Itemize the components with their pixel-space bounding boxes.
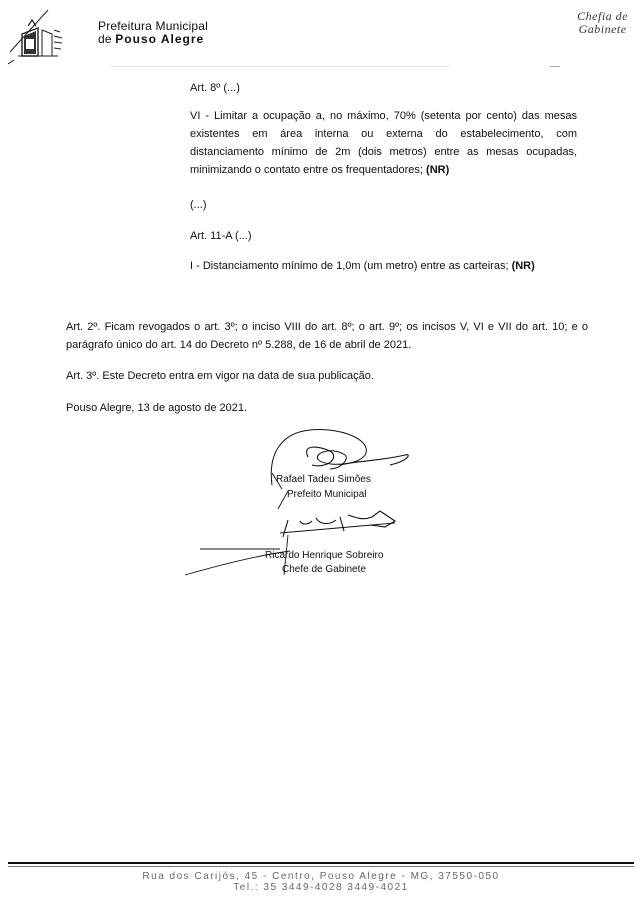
municipal-crest-icon <box>8 6 74 66</box>
header-rule <box>110 66 450 67</box>
header-dash <box>550 66 560 67</box>
department-name <box>577 10 628 36</box>
signer-2-name: Ricardo Henrique Sobreiro <box>265 550 384 561</box>
nr-tag-1: (NR) <box>426 164 450 176</box>
date-line: Pouso Alegre, 13 de agosto de 2021. <box>66 402 248 414</box>
footer-rule-thick <box>8 862 634 864</box>
art11a-item-i-text: I - Distanciamento mínimo de 1,0m (um metro) entre as carteiras; <box>190 260 512 272</box>
nr-tag-2: (NR) <box>511 260 535 272</box>
issuer-line-2-prefix: de <box>98 32 116 46</box>
footer-phone: Tel.: 35 3449-4028 3449-4021 <box>233 882 409 893</box>
footer-rule-thin <box>8 866 634 867</box>
department-line-2: Gabinete <box>578 22 627 36</box>
art8-item-vi-text: VI - Limitar a ocupação a, no máximo, 70% (setenta por cento) das mesas existentes em área interna ou externa do estabelecimento, com distanciamento mínimo de 2m (dois metros) entre as mesas ocupadas, minimizando o contato entre os frequentadores; <box>190 110 577 176</box>
letterhead <box>0 0 642 80</box>
art3-paragraph: Art. 3º. Este Decreto entra em vigor na data de sua publicação. <box>66 370 374 382</box>
signer-1-role: Prefeito Municipal <box>287 489 367 500</box>
issuer-line-1: Prefeitura Municipal <box>98 19 209 33</box>
department-line-1: Chefia de <box>577 9 628 23</box>
art8-item-vi <box>190 107 577 179</box>
art11a-heading: Art. 11-A (...) <box>190 230 252 242</box>
art11a-item-i <box>190 257 577 275</box>
signer-2-role: Chefe de Gabinete <box>282 564 366 575</box>
art2-paragraph: Art. 2º. Ficam revogados o art. 3º; o inciso VIII do art. 8º; o art. 9º; os incisos V, VI e VII do art. 10; e o parágrafo único do art. 14 do Decreto nº 5.288, de 16 de abril de 2021. <box>66 321 588 351</box>
issuer-city: Pouso Alegre <box>115 32 205 46</box>
signer-1-name: Rafael Tadeu Simões <box>276 474 371 485</box>
issuer-name <box>98 20 208 46</box>
ellipsis-line: (...) <box>190 199 207 211</box>
art8-heading: Art. 8º (...) <box>190 82 240 94</box>
footer-address: Rua dos Carijós, 45 - Centro, Pouso Alegre - MG, 37550-050 <box>142 871 500 882</box>
